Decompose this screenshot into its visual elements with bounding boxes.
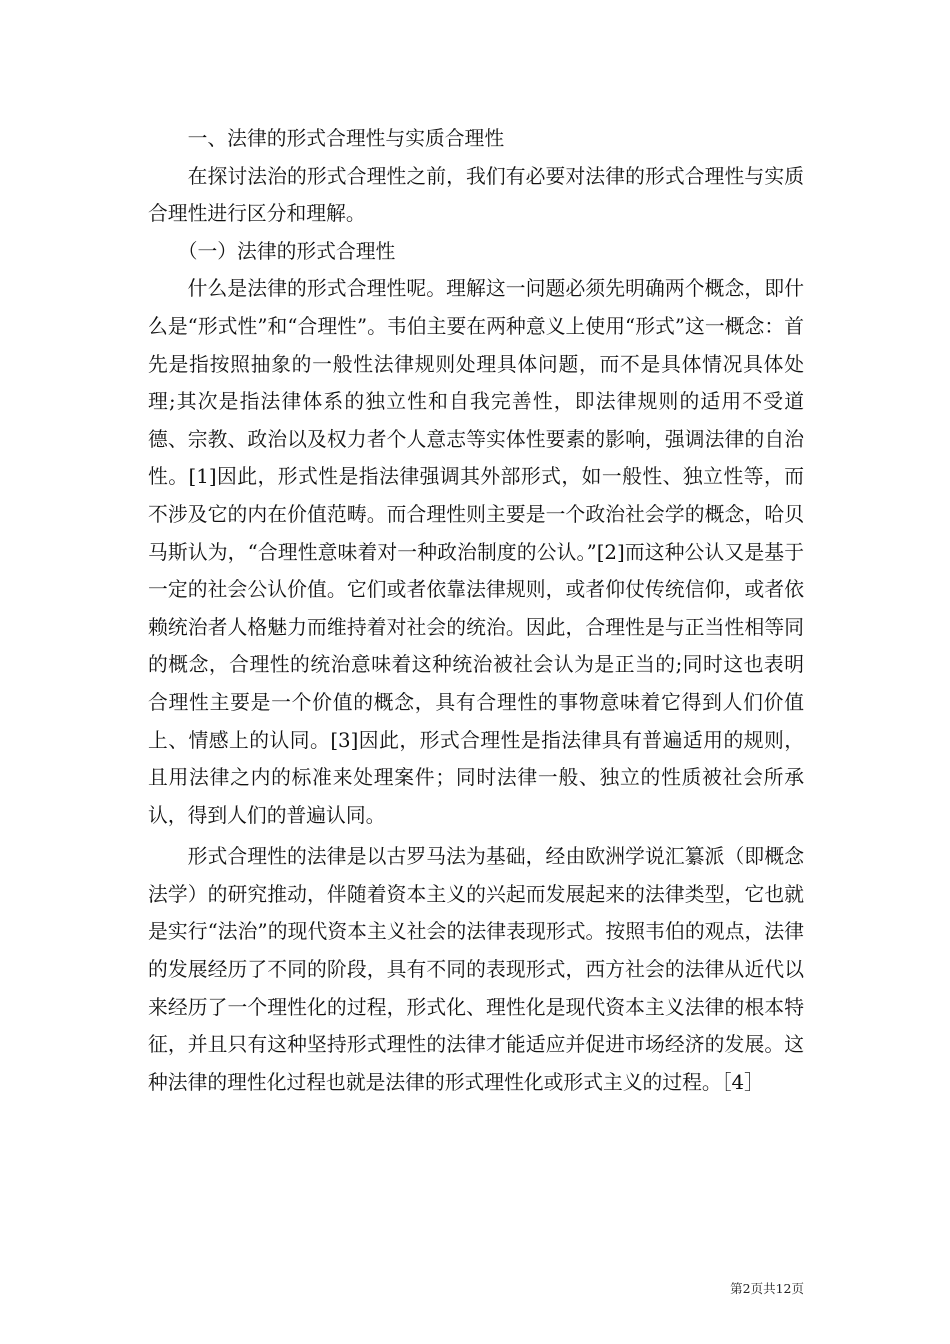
page-number: 第2页共12页 <box>730 1281 804 1296</box>
body-paragraph-1: 什么是法律的形式合理性呢。理解这一问题必须先明确两个概念，即什么是“形式性”和“合理性”。韦伯主要在两种意义上使用“形式”这一概念：首先是指按照抽象的一般性法律规则处理具体问题，而不是具体情况具体处理;其次是指法律体系的独立性和自我完善性，即法律规则的适用不受道德、宗教、政治以及权力者个人意志等实体性要素的影响，强调法律的自治性。[1]因此，形式性是指法律强调其外部形式，如一般性、独立性等，而不涉及它的内在价值范畴。而合理性则主要是一个政治社会学的概念，哈贝马斯认为，“合理性意味着对一种政治制度的公认。”[2]而这种公认又是基于一定的社会公认价值。它们或者依靠法律规则，或者仰仗传统信仰，或者依赖统治者人格魅力而维持着对社会的统治。因此，合理性是与正当性相等同的概念，合理性的统治意味着这种统治被社会认为是正当的;同时这也表明合理性主要是一个价值的概念，具有合理性的事物意味着它得到人们价值上、情感上的认同。[3]因此，形式合理性是指法律具有普遍适用的规则，且用法律之内的标准来处理案件；同时法律一般、独立的性质被社会所承认，得到人们的普遍认同。 <box>148 277 804 827</box>
body-paragraph-2: 形式合理性的法律是以古罗马法为基础，经由欧洲学说汇纂派（即概念法学）的研究推动，伴随着资本主义的兴起而发展起来的法律类型，它也就是实行“法治”的现代资本主义社会的法律表现形式。按照韦伯的观点，法律的发展经历了不同的阶段，具有不同的表现形式，西方社会的法律从近代以来经历了一个理性化的过程，形式化、理性化是现代资本主义法律的根本特征，并且只有这种坚持形式理性的法律才能适应并促进市场经济的发展。这种法律的理性化过程也就是法律的形式理性化或形式主义的过程。［4］ <box>148 845 804 1094</box>
intro-paragraph: 在探讨法治的形式合理性之前，我们有必要对法律的形式合理性与实质合理性进行区分和理解。 <box>148 164 804 226</box>
subsection-heading: （一）法律的形式合理性 <box>177 239 396 263</box>
body-text <box>148 120 804 1101</box>
section-heading: 一、法律的形式合理性与实质合理性 <box>187 127 505 150</box>
